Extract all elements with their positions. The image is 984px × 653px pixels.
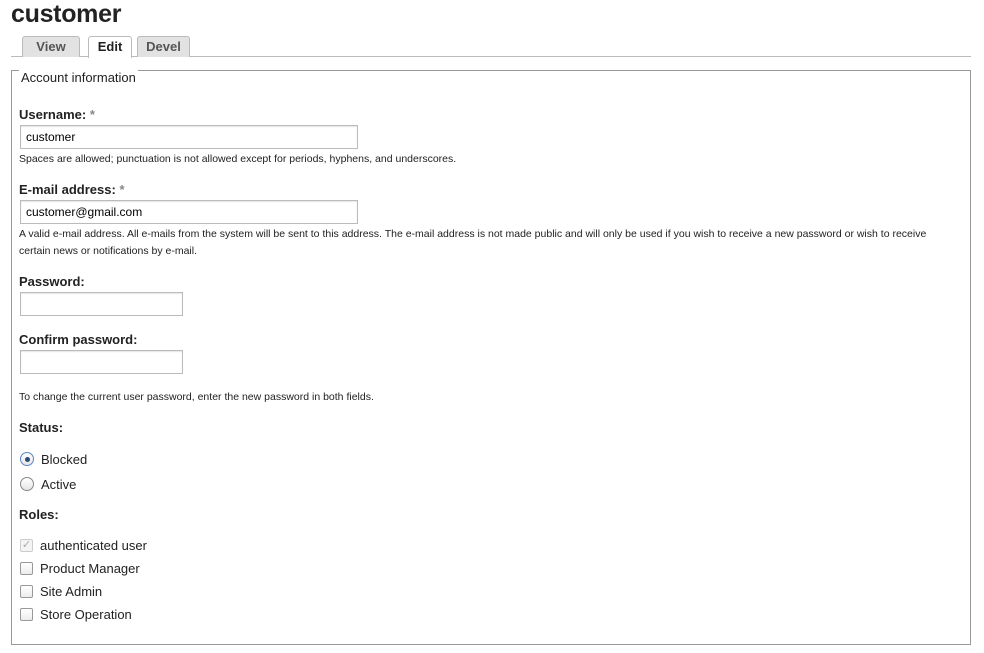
role-label: Site Admin: [40, 583, 103, 599]
role-product-manager[interactable]: [20, 560, 140, 576]
radio-button-selected[interactable]: [20, 452, 34, 466]
checkbox-disabled-checked: ✓: [21, 538, 32, 551]
page-title: customer: [11, 0, 122, 28]
status-option-active[interactable]: [20, 476, 76, 492]
role-store-operation[interactable]: [20, 606, 132, 622]
tab-view[interactable]: View: [22, 36, 80, 57]
email-input[interactable]: [20, 200, 358, 224]
username-label: [19, 107, 95, 122]
radio-button[interactable]: [20, 477, 34, 491]
role-label: authenticated user: [40, 537, 147, 553]
checkbox[interactable]: [20, 585, 33, 598]
password-input[interactable]: [20, 292, 183, 316]
email-description: A valid e-mail address. All e-mails from the system will be sent to this address. The e-mail address is not made public and will only be used if you wish to receive a new password or wish to receive certain news or notifications by e-mail.: [19, 228, 927, 257]
username-input[interactable]: [20, 125, 358, 149]
role-authenticated-user: [20, 537, 147, 553]
username-description: Spaces are allowed; punctuation is not allowed except for periods, hyphens, and underscores.: [19, 153, 457, 165]
role-label: Store Operation: [40, 606, 132, 622]
password-description: To change the current user password, enter the new password in both fields.: [19, 391, 374, 403]
password-label: Password:: [19, 274, 85, 289]
fieldset-legend: Account information: [21, 70, 136, 85]
required-marker: *: [119, 182, 125, 197]
email-label-text: E-mail address:: [19, 182, 116, 197]
checkbox[interactable]: [20, 562, 33, 575]
status-option-blocked[interactable]: [20, 451, 87, 467]
confirm-password-input[interactable]: [20, 350, 183, 374]
tab-devel[interactable]: Devel: [137, 36, 190, 57]
required-marker: *: [89, 107, 95, 122]
email-label: [19, 182, 125, 197]
username-label-text: Username:: [19, 107, 87, 122]
tab-bar: [11, 36, 971, 57]
roles-label: Roles:: [19, 507, 59, 522]
status-label: Status:: [19, 420, 64, 435]
status-option-label: Blocked: [41, 451, 88, 467]
role-label: Product Manager: [40, 560, 140, 576]
status-option-label: Active: [41, 476, 77, 492]
tab-edit[interactable]: Edit: [88, 36, 132, 58]
confirm-password-label: Confirm password:: [19, 332, 138, 347]
checkbox[interactable]: [20, 608, 33, 621]
role-site-admin[interactable]: [20, 583, 102, 599]
